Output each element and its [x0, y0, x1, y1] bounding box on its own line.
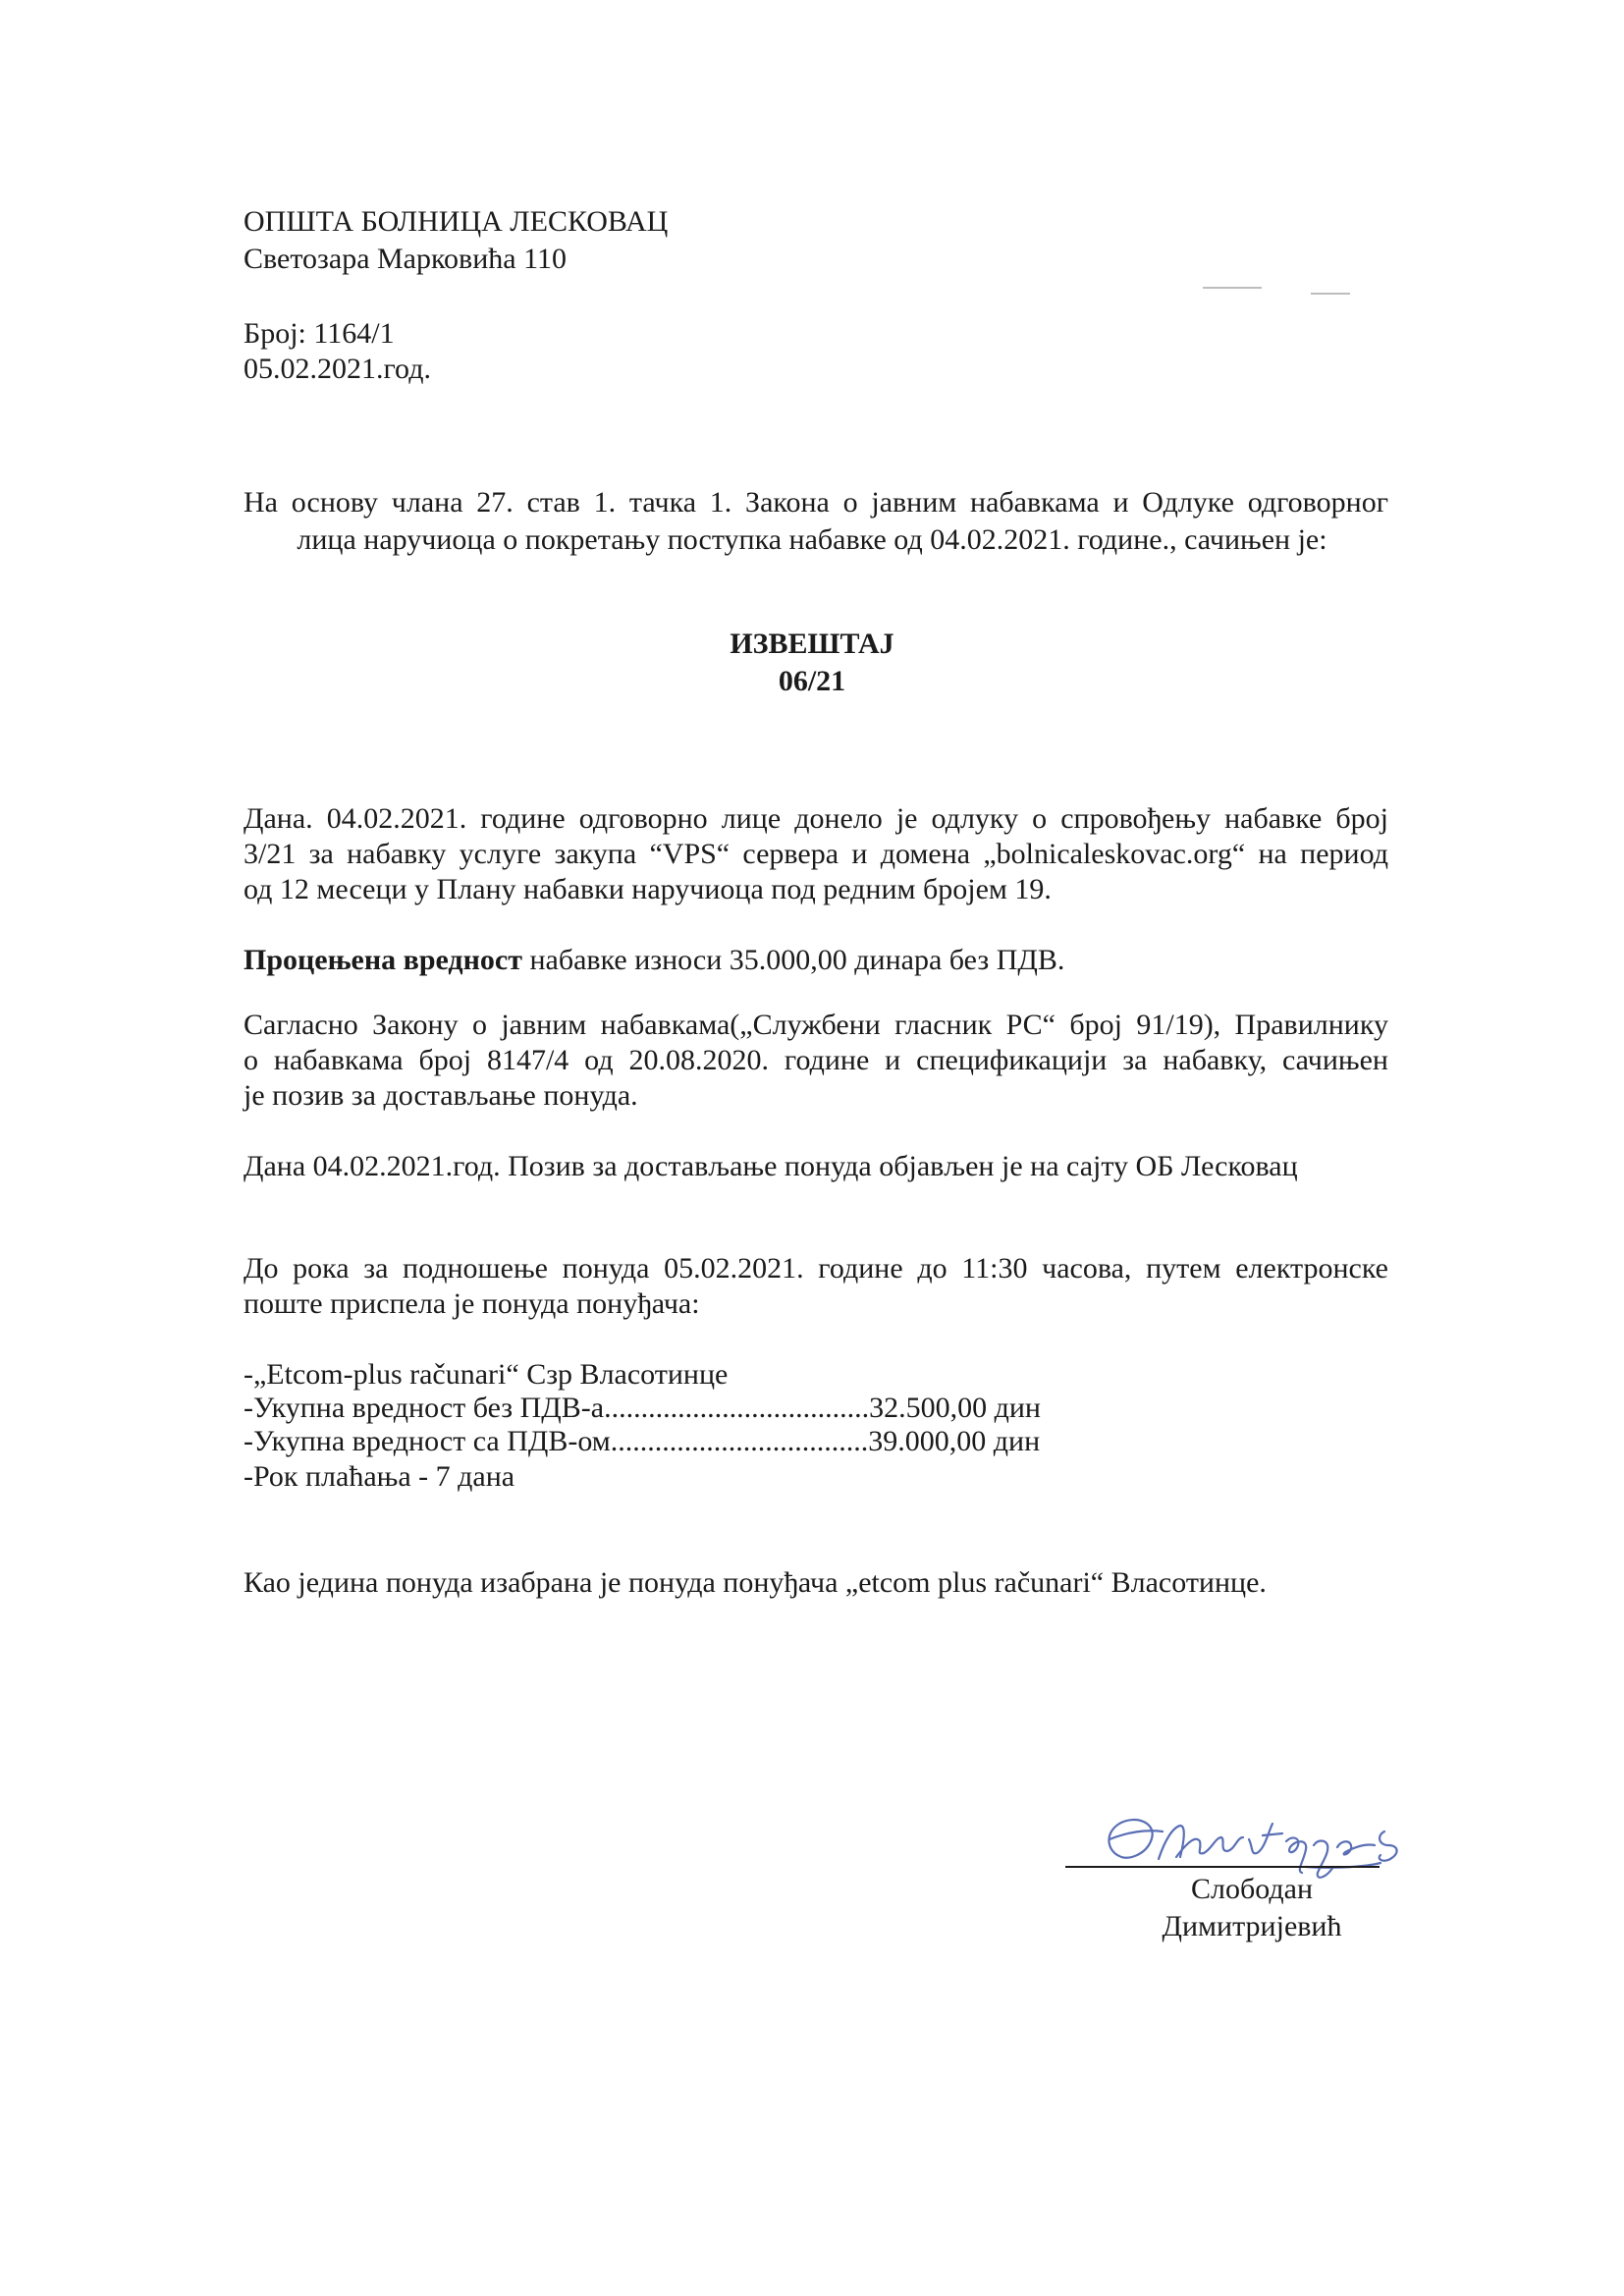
- paragraph3-line-1: Дана 04.02.2021.год. Позив за достављање понуда објављен је на сајту ОБ Лесковац: [244, 1150, 1298, 1182]
- estimated-value-label: Процењена вредност: [244, 944, 522, 976]
- paragraph1-line-2: 3/21 за набавку услуге закупа “VPS“ сервера и домена „bolnicaleskovac.org“ на период: [244, 838, 1388, 870]
- paragraph1-line-1: Дана. 04.02.2021. године одговорно лице донело је одлуку о спровођењу набавке број: [244, 802, 1388, 835]
- institution-address: Светозара Марковића 110: [244, 243, 567, 275]
- document-number: Број: 1164/1: [244, 317, 395, 350]
- signature-line: [1065, 1866, 1380, 1868]
- conclusion-line-1: Као једина понуда изабрана је понуда понуђача „etcom plus računari“ Власотинце.: [244, 1566, 1267, 1599]
- offer-bidder: -„Etcom-plus računari“ Сзр Власотинце: [244, 1358, 729, 1391]
- intro-line-1: На основу члана 27. став 1. тачка 1. Закона о јавним набавкама и Одлуке одговорног: [244, 486, 1388, 519]
- estimated-value: [244, 943, 1064, 978]
- paragraph2-line-1: Сагласно Закону о јавним набавкама(„Службени гласник РС“ број 91/19), Правилнику: [244, 1009, 1388, 1041]
- report-title: ИЗВЕШТАЈ: [730, 628, 894, 660]
- report-number: 06/21: [778, 665, 846, 697]
- intro-line-2-text: лица наручиоца о покретању поступка набавке од 04.02.2021. године., сачињен је:: [297, 523, 1327, 556]
- offer-total-without-vat: -Укупна вредност без ПДВ-а....................................32.500,00 дин: [244, 1392, 1041, 1424]
- paragraph1-line-3: од 12 месеци у Плану набавки наручиоца под редним бројем 19.: [244, 873, 1052, 905]
- offer-total-with-vat: -Укупна вредност са ПДВ-ом...................................39.000,00 дин: [244, 1425, 1041, 1457]
- scan-mark: [1311, 293, 1350, 295]
- intro-line-2: [0, 522, 1624, 558]
- institution-name: ОПШТА БОЛНИЦА ЛЕСКОВАЦ: [244, 205, 669, 238]
- paragraph4-line-1: До рока за подношење понуда 05.02.2021. године до 11:30 часова, путем електронске: [244, 1252, 1388, 1285]
- paragraph2-line-2: о набавкама број 8147/4 од 20.08.2020. године и спецификацији за набавку, сачињен: [244, 1044, 1388, 1076]
- signatory-last-name: Димитријевић: [1162, 1910, 1342, 1942]
- document-date: 05.02.2021.год.: [244, 353, 431, 385]
- paragraph4-line-2: поште приспела је понуда понуђача:: [244, 1287, 700, 1320]
- estimated-value-text: набавке износи 35.000,00 динара без ПДВ.: [521, 944, 1065, 976]
- offer-payment-term: -Рок плаћања - 7 дана: [244, 1460, 515, 1493]
- signatory-first-name: Слободан: [1190, 1873, 1313, 1905]
- paragraph2-line-3: је позив за достављање понуда.: [244, 1079, 638, 1112]
- scan-mark: [1203, 287, 1262, 289]
